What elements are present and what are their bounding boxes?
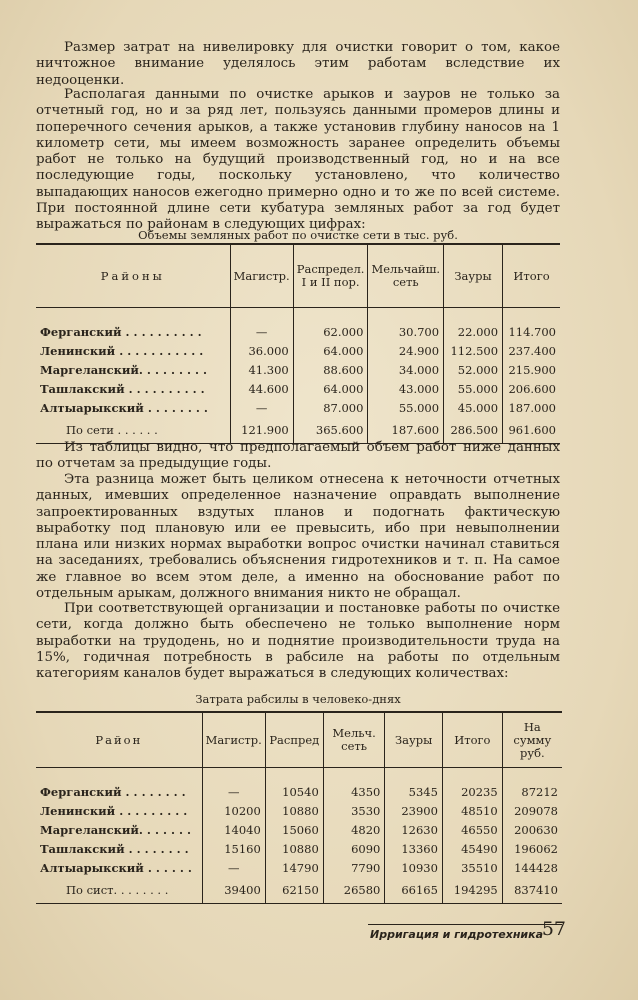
table2-header-cell: Магистр. — [202, 712, 265, 768]
table-cell: 22.000 — [444, 322, 503, 341]
table-cell: 88.600 — [293, 360, 368, 379]
table-cell: 4820 — [323, 820, 385, 839]
table-row — [36, 360, 560, 379]
table-cell: 55.000 — [368, 398, 444, 417]
table-row — [36, 801, 562, 820]
table-cell: 39400 — [202, 877, 265, 904]
table-cell: 64.000 — [293, 379, 368, 398]
table-cell: 64.000 — [293, 341, 368, 360]
table-cell: Алтыарыкский . . . . . . . . — [40, 400, 208, 415]
table-cell: 5345 — [385, 782, 443, 801]
table-row — [36, 398, 560, 417]
earthworks-volume-table — [36, 243, 560, 444]
table2-header-cell: Распред — [265, 712, 323, 768]
table-cell: 215.900 — [503, 360, 560, 379]
table-cell: 15060 — [265, 820, 323, 839]
table-cell: 26580 — [323, 877, 385, 904]
table-cell: 200630 — [502, 820, 562, 839]
table-cell: 3530 — [323, 801, 385, 820]
table-cell: Ленинский . . . . . . . . . — [40, 803, 188, 818]
table-cell: 41.300 — [230, 360, 293, 379]
table-cell: Ташлакский . . . . . . . . . . — [40, 381, 205, 396]
table-cell: 13360 — [385, 839, 443, 858]
table-cell: 24.900 — [368, 341, 444, 360]
paragraph-3: Из таблицы видно, что предполагаемый объем работ ниже данных по отчетам за предыдущие годы. — [36, 440, 560, 472]
table-cell: Ташлакский . . . . . . . . — [40, 841, 189, 856]
table-cell: 187.000 — [503, 398, 560, 417]
table2-header-row — [36, 712, 562, 768]
table-cell: 194295 — [442, 877, 502, 904]
table-cell: 55.000 — [444, 379, 503, 398]
table-cell: 187.600 — [368, 417, 444, 444]
table2-caption: Затрата рабсилы в человеко-днях — [195, 692, 401, 706]
table-cell: Ленинский . . . . . . . . . . . — [40, 343, 204, 358]
table-cell: — — [230, 322, 293, 341]
table1-header-cell: Распредел. I и II пор. — [293, 244, 368, 308]
table-cell: Ферганский . . . . . . . . — [40, 784, 186, 799]
paragraph-5: При соответствующей организации и постановке работы по очистке сети, когда должно быть обеспечено не только выполнение норм выработки на трудодень, но и поднятие производительности труда на 15%, годичная потребность в рабсиле на работы по отдельным категориям каналов будет выражаться в следующих количествах: — [36, 601, 560, 682]
labor-cost-table — [36, 711, 562, 904]
table-cell: 10880 — [265, 839, 323, 858]
table-cell: 87.000 — [293, 398, 368, 417]
table-row — [36, 782, 562, 801]
table-cell: 196062 — [502, 839, 562, 858]
table-cell: Маргеланский. . . . . . . — [40, 822, 191, 837]
table-cell: 206.600 — [503, 379, 560, 398]
table2-header-cell: Зауры — [385, 712, 443, 768]
paragraph-4: Эта разница может быть целиком отнесена к неточности отчетных данных, имевших определенное назначение оправдать выполнение запроектированных вздутых планов и подогнать фактическую выработку под плановую или ее превысить, ибо при невыполнении плана или низких нормах выработки вопрос очистки начинал ставиться на заседаниях, требовались объяснения гидротехников и т. п. На самое же главное во всем этом деле, а именно на обоснование работ по отдельным арыкам, должного внимания никто не обращал. — [36, 472, 560, 602]
table2-header-cell: Мельч. сеть — [323, 712, 385, 768]
table-cell: 62150 — [265, 877, 323, 904]
table-row — [36, 839, 562, 858]
table-cell: Алтыарыкский . . . . . . — [40, 860, 192, 875]
table-cell: 144428 — [502, 858, 562, 877]
table-cell: 14790 — [265, 858, 323, 877]
paragraph-1: Размер затрат на нивелировку для очистки говорит о том, какое ничтожное внимание уделялось этим работам вследствие их недооценки. — [36, 40, 560, 88]
table-cell: 114.700 — [503, 322, 560, 341]
table1-header-cell: Магистр. — [230, 244, 293, 308]
table-cell: 12630 — [385, 820, 443, 839]
table1-header-cell: Итого — [503, 244, 560, 308]
table-cell: 112.500 — [444, 341, 503, 360]
table-cell: — — [202, 858, 265, 877]
table-cell: 10200 — [202, 801, 265, 820]
table1-header-cell: Зауры — [444, 244, 503, 308]
table-cell: Ферганский . . . . . . . . . . — [40, 324, 202, 339]
table-cell: 43.000 — [368, 379, 444, 398]
table-cell: 35510 — [442, 858, 502, 877]
table-cell: 15160 — [202, 839, 265, 858]
table-cell: 209078 — [502, 801, 562, 820]
table-row — [36, 322, 560, 341]
table-cell: — — [230, 398, 293, 417]
table-cell: 87212 — [502, 782, 562, 801]
footer-rule — [368, 924, 562, 925]
table-cell: 10540 — [265, 782, 323, 801]
table-cell: 45.000 — [444, 398, 503, 417]
table-cell: — — [202, 782, 265, 801]
table-cell: 36.000 — [230, 341, 293, 360]
table-row — [36, 341, 560, 360]
table2-header-cell: Район — [36, 712, 202, 768]
table-cell: По сети . . . . . . — [66, 423, 158, 437]
table-cell: 14040 — [202, 820, 265, 839]
table-cell: 10880 — [265, 801, 323, 820]
table-cell: 837410 — [502, 877, 562, 904]
table-cell: 66165 — [385, 877, 443, 904]
page-footer — [368, 918, 566, 946]
table-row — [36, 379, 560, 398]
table2-header-cell: На сумму руб. — [502, 712, 562, 768]
table-cell: 45490 — [442, 839, 502, 858]
table-cell: 30.700 — [368, 322, 444, 341]
table-cell: 48510 — [442, 801, 502, 820]
table-cell: 34.000 — [368, 360, 444, 379]
table2-header-cell: Итого — [442, 712, 502, 768]
table-cell: Маргеланский. . . . . . . . . — [40, 362, 207, 377]
paragraph-2: Располагая данными по очистке арыков и зауров не только за отчетный год, но и за ряд лет, пользуясь данными промеров длины и поперечного сечения арыков, а также установив глубину наносов на 1 километр сети, мы имеем возможность заранее определить объемы работ не только на будущий производственный год, но и на все последующие годы, поскольку установлено, что количество выпадающих наносов ежегодно примерно одно и то же по всей системе. При постоянной длине сети кубатура земляных работ за год будет выражаться по районам в следующих цифрах: — [36, 87, 560, 233]
table1-header-cell: Районы — [36, 244, 230, 308]
table-total-row — [36, 877, 562, 904]
table-row — [36, 820, 562, 839]
page-number: 57 — [541, 918, 566, 940]
table1-header-row — [36, 244, 560, 308]
table-cell: 961.600 — [503, 417, 560, 444]
table-cell: 52.000 — [444, 360, 503, 379]
table-cell: 10930 — [385, 858, 443, 877]
table-cell: 20235 — [442, 782, 502, 801]
table-cell: 6090 — [323, 839, 385, 858]
table-cell: 46550 — [442, 820, 502, 839]
table-row — [36, 858, 562, 877]
table1-header-cell: Мельчайш. сеть — [368, 244, 444, 308]
table-cell: 62.000 — [293, 322, 368, 341]
table-cell: 44.600 — [230, 379, 293, 398]
table-cell: 4350 — [323, 782, 385, 801]
table-cell: 7790 — [323, 858, 385, 877]
table-cell: 365.600 — [293, 417, 368, 444]
table-cell: 286.500 — [444, 417, 503, 444]
table-cell: 23900 — [385, 801, 443, 820]
table-cell: 237.400 — [503, 341, 560, 360]
table-cell: 121.900 — [230, 417, 293, 444]
table-cell: По сист. . . . . . . . — [66, 883, 169, 897]
journal-title: Ирригация и гидротехника — [370, 928, 544, 941]
table1-caption: Объемы земляных работ по очистке сети в тыс. руб. — [138, 228, 458, 242]
